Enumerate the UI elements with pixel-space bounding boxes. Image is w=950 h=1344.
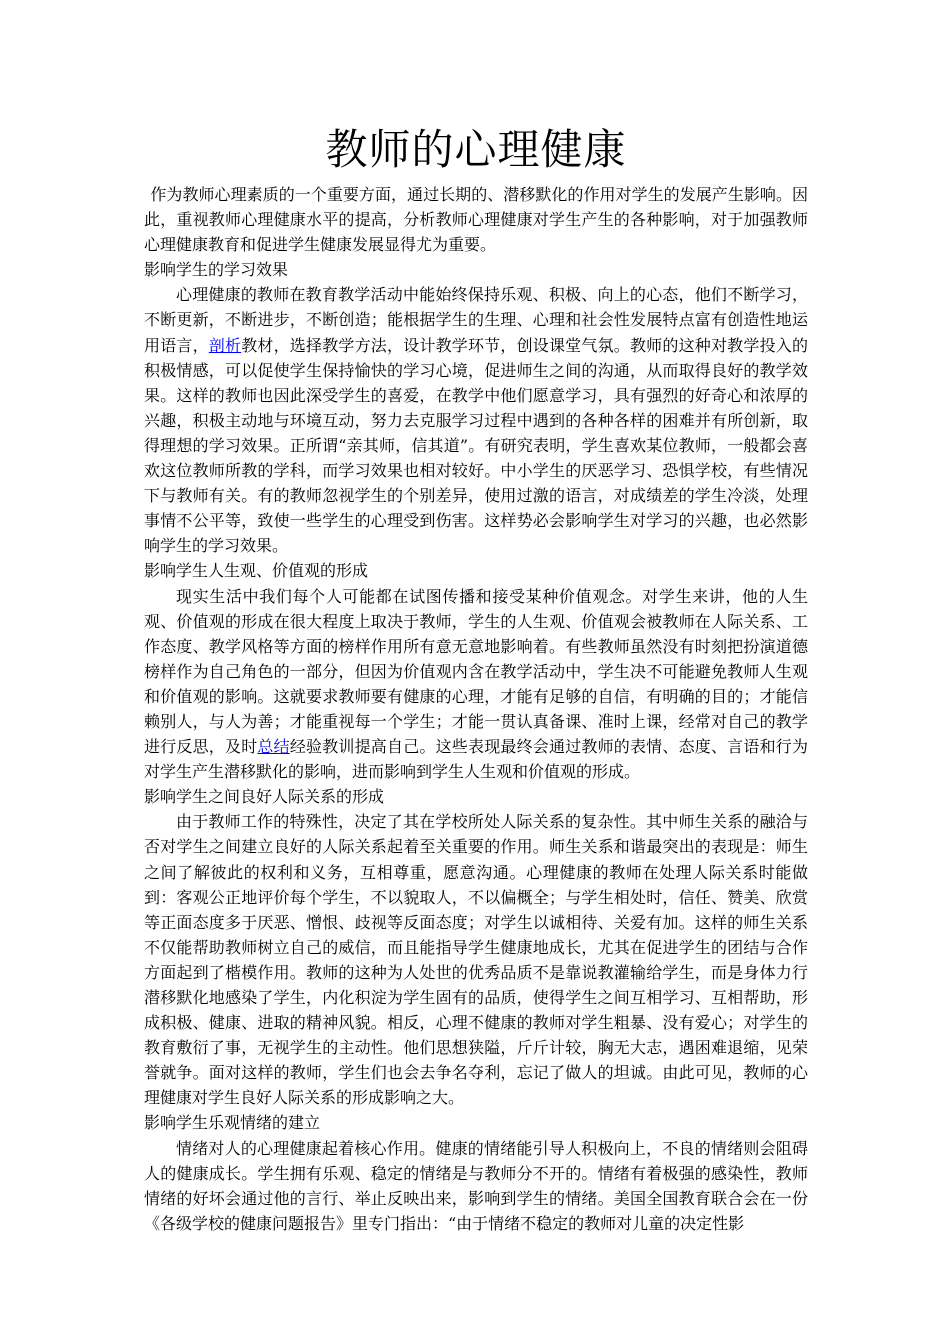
text-span: 现实生活中我们每个人可能都在试图传播和接受某种价值观念。对学生来讲，他的人生观、价值观的形成在很大程度上取决于教师，学生的人生观、价值观会被教师在人际关系、工作态度、教学风格等方面的榜样作用所有意无意地影响着。有些教师虽然没有时刻把扮演道德榜样作为自己角色的一部分，但因为价值观内含在教学活动中，学生决不可能避免教师人生观和价值观的影响。这就要求教师要有健康的心理，才能有足够的自信，有明确的目的；才能信赖别人，与人为善；才能重视每一个学生；才能一贯认真备课、准时上课，经常对自己的教学进行反思，及时 [144, 586, 808, 757]
document-title: 教师的心理健康 [325, 125, 627, 174]
document-page [144, 118, 808, 1236]
section-heading-emotions: 影响学生乐观情绪的建立 [144, 1113, 321, 1133]
section-body-values [144, 584, 808, 785]
text-span: 经验教训提高自己。这些表现最终会通过教师的表情、态度、言语和行为对学生产生潜移默化的影响，进而影响到学生人生观和价值观的形成。 [144, 737, 808, 782]
section-body-learning-effect [144, 282, 808, 558]
section-body-relationships: 由于教师工作的特殊性，决定了其在学校所处人际关系的复杂性。其中师生关系的融洽与否对学生之间建立良好的人际关系起着至关重要的作用。师生关系和谐最突出的表现是：师生之间了解彼此的权利和义务，互相尊重，愿意沟通。心理健康的教师在处理人际关系时能做到：客观公正地评价每个学生，不以貌取人，不以偏概全；与学生相处时，信任、赞美、欣赏等正面态度多于厌恶、憎恨、歧视等反面态度；对学生以诚相待、关爱有加。这样的师生关系不仅能帮助教师树立自己的威信，而且能指导学生健康地成长，尤其在促进学生的团结与合作方面起到了楷模作用。教师的这种为人处世的优秀品质不是靠说教灌输给学生，而是身体力行潜移默化地感染了学生，内化积淀为学生固有的品质，使得学生之间互相学习、互相帮助，形成积极、健康、进取的精神风貌。相反，心理不健康的教师对学生粗暴、没有爱心；对学生的教育敷衍了事，无视学生的主动性。他们思想狭隘，斤斤计较，胸无大志，遇困难退缩，见荣誉就争。面对这样的教师，学生们也会去争名夺利，忘记了做人的坦诚。由此可见，教师的心理健康对学生良好人际关系的形成影响之大。 [144, 812, 808, 1108]
link-analysis[interactable]: 剖析 [208, 335, 242, 355]
text-span: 心理健康的教师在教育教学活动中能始终保持乐观、积极、向上的心态，他们不断学习，不断更新，不断进步，不断创造；能根据学生的生理、心理和社会性发展特点富有创造性地运用语言， [144, 285, 808, 355]
section-heading-relationships: 影响学生之间良好人际关系的形成 [144, 787, 385, 807]
link-summary[interactable]: 总结 [257, 737, 290, 757]
section-body-emotions: 情绪对人的心理健康起着核心作用。健康的情绪能引导人积极向上，不良的情绪则会阻碍人的健康成长。学生拥有乐观、稳定的情绪是与教师分不开的。情绪有着极强的感染性，教师情绪的好坏会通过他的言行、举止反映出来，影响到学生的情绪。美国全国教育联合会在一份《各级学校的健康问题报告》里专门指出：“由于情绪不稳定的教师对儿童的决定性影 [144, 1138, 808, 1233]
section-heading-learning-effect: 影响学生的学习效果 [144, 260, 289, 280]
section-heading-values: 影响学生人生观、价值观的形成 [144, 561, 369, 581]
text-span: 教材，选择教学方法，设计教学环节，创设课堂气氛。教师的这种对教学投入的积极情感，可以促使学生保持愉快的学习心境，促进师生之间的沟通，从而取得良好的教学效果。这样的教师也因此深受学生的喜爱，在教学中他们愿意学习，具有强烈的好奇心和浓厚的兴趣，积极主动地与环境互动，努力去克服学习过程中遇到的各种各样的困难并有所创新，取得理想的学习效果。正所谓“亲其师，信其道”。有研究表明，学生喜欢某位教师，一般都会喜欢这位教师所教的学科，而学习效果也相对较好。中小学生的厌恶学习、恐惧学校，有些情况下与教师有关。有的教师忽视学生的个别差异，使用过激的语言，对成绩差的学生冷淡，处理事情不公平等，致使一些学生的心理受到伤害。这样势必会影响学生对学习的兴趣，也必然影响学生的学习效果。 [144, 335, 808, 556]
intro-paragraph: 作为教师心理素质的一个重要方面，通过长期的、潜移默化的作用对学生的发展产生影响。因此，重视教师心理健康水平的提高，分析教师心理健康对学生产生的各种影响，对于加强教师心理健康教育和促进学生健康发展显得尤为重要。 [144, 185, 808, 255]
